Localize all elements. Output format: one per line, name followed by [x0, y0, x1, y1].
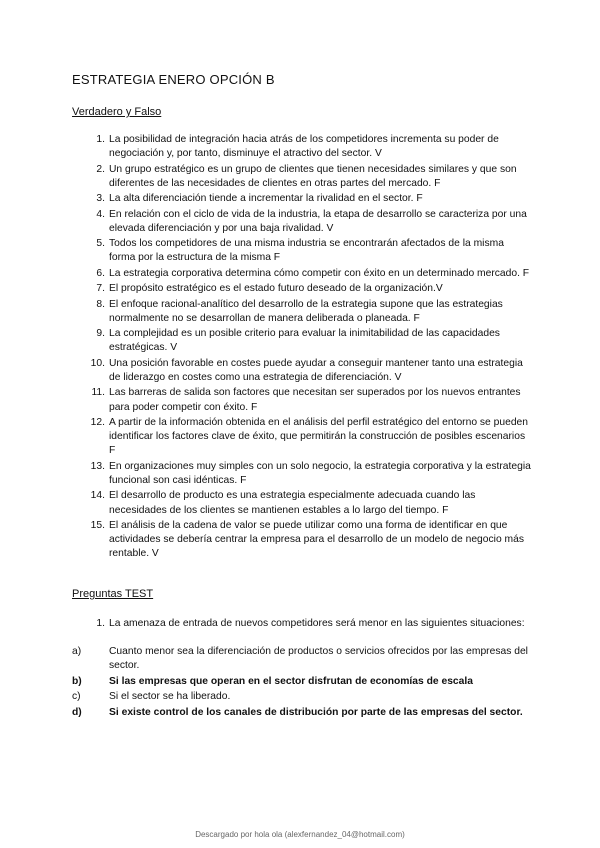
question-number: 1.: [96, 134, 105, 145]
question-text: El desarrollo de producto es una estrategia especialmente adecuada cuando las necesidades de los clientes se mantienen estables a lo largo del tiempo. F: [109, 490, 476, 516]
question-text: En relación con el ciclo de vida de la industria, la etapa de desarrollo se caracteriza por una elevada diferenciación y por una baja rivalidad. V: [109, 208, 527, 234]
tf-question-item: [72, 282, 532, 296]
option-letter: a): [72, 646, 82, 658]
question-number: 2.: [96, 163, 105, 175]
question-text: La complejidad es un posible criterio para evaluar la inimitabilidad de las capacidades estratégicas. V: [109, 328, 500, 354]
answer-options: [72, 645, 532, 720]
question-number: 3.: [96, 193, 105, 205]
question-text: Un grupo estratégico es un grupo de clientes que tienen necesidades similares y que son diferentes de las necesidades de clientes en otras partes del mercado. F: [109, 163, 517, 189]
question-text: El enfoque racional-analítico del desarrollo de la estrategia supone que las estrategias normalmente no se desarrollan de manera deliberada o planeada. F: [109, 298, 503, 324]
option-letter: d): [72, 706, 82, 718]
tf-question-item: [72, 416, 532, 459]
question-text: Las barreras de salida son factores que necesitan ser superados por los nuevos entrantes para poder competir con éxito. F: [109, 387, 521, 413]
test-question: [72, 617, 532, 631]
option-text: Cuanto menor sea la diferenciación de productos o servicios ofrecidos por las empresas del sector.: [109, 646, 528, 672]
question-number: 12.: [90, 416, 105, 428]
answer-option-d: [72, 706, 532, 720]
tf-question-item: [72, 267, 532, 281]
question-text: La estrategia corporativa determina cómo competir con éxito en un determinado mercado. F: [109, 267, 530, 279]
tf-question-item: [72, 327, 532, 355]
option-letter: b): [72, 675, 82, 687]
question-number: 11.: [91, 387, 105, 399]
tf-question-item: [72, 357, 532, 385]
option-text: Si existe control de los canales de distribución por parte de las empresas del sector.: [109, 706, 523, 718]
download-footer: Descargado por hola ola (alexfernandez_04@hotmail.com): [195, 830, 405, 839]
question-number: 15.: [90, 519, 105, 531]
tf-question-item: [72, 298, 532, 326]
question-text: El análisis de la cadena de valor se puede utilizar como una forma de identificar en que actividades se debería centrar la empresa para el desarrollo de un modelo de negocio más rentable. V: [109, 519, 524, 560]
answer-option-a: [72, 645, 532, 673]
tf-question-item: [72, 237, 532, 265]
test-section-heading: Preguntas TEST: [72, 588, 154, 600]
option-text: Si las empresas que operan en el sector disfrutan de economías de escala: [109, 675, 473, 687]
tf-question-item: [72, 192, 532, 206]
document-title: ESTRATEGIA ENERO OPCIÓN B: [72, 72, 275, 87]
question-number: 8.: [96, 298, 105, 310]
answer-option-b: [72, 675, 532, 689]
question-number: 1.: [96, 618, 105, 629]
tf-question-item: [72, 460, 532, 488]
question-number: 9.: [96, 328, 105, 340]
question-number: 14.: [90, 490, 105, 502]
question-number: 6.: [96, 267, 105, 279]
tf-question-item: [72, 133, 532, 161]
question-text: Todos los competidores de una misma industria se encontrarán afectados de la misma forma por la estructura de la misma F: [109, 238, 504, 264]
question-number: 4.: [96, 208, 105, 220]
question-text: Una posición favorable en costes puede ayudar a conseguir mantener tanto una estrategia de liderazgo en costes como una estrategia de diferenciación. V: [109, 357, 523, 383]
tf-question-item: [72, 519, 532, 562]
question-number: 10.: [90, 357, 105, 369]
option-text: Si el sector se ha liberado.: [109, 691, 231, 703]
question-text: La amenaza de entrada de nuevos competidores será menor en las siguientes situaciones:: [109, 618, 525, 629]
question-number: 13.: [90, 460, 105, 472]
tf-question-item: [72, 208, 532, 236]
question-text: El propósito estratégico es el estado futuro deseado de la organización.V: [109, 283, 443, 295]
question-text: A partir de la información obtenida en el análisis del perfil estratégico del entorno se pueden identificar los factores clave de éxito, que permitirán la construcción de posibles escenarios F: [109, 416, 529, 457]
tf-question-item: [72, 386, 532, 414]
test-question-block: [72, 617, 532, 721]
question-number: 7.: [96, 283, 105, 295]
tf-question-item: [72, 163, 532, 191]
tf-question-list: [72, 133, 532, 563]
question-text: La posibilidad de integración hacia atrás de los competidores incrementa su poder de negociación y, por tanto, disminuye el atractivo del sector. V: [109, 134, 499, 160]
question-number: 5.: [96, 238, 105, 250]
question-text: La alta diferenciación tiende a incrementar la rivalidad en el sector. F: [109, 193, 423, 205]
tf-question-item: [72, 489, 532, 517]
question-text: En organizaciones muy simples con un solo negocio, la estrategia corporativa y la estrategia funcional son casi idénticas. F: [109, 460, 531, 486]
option-letter: c): [72, 691, 81, 703]
tf-section-heading: Verdadero y Falso: [72, 106, 162, 118]
answer-option-c: [72, 690, 532, 704]
